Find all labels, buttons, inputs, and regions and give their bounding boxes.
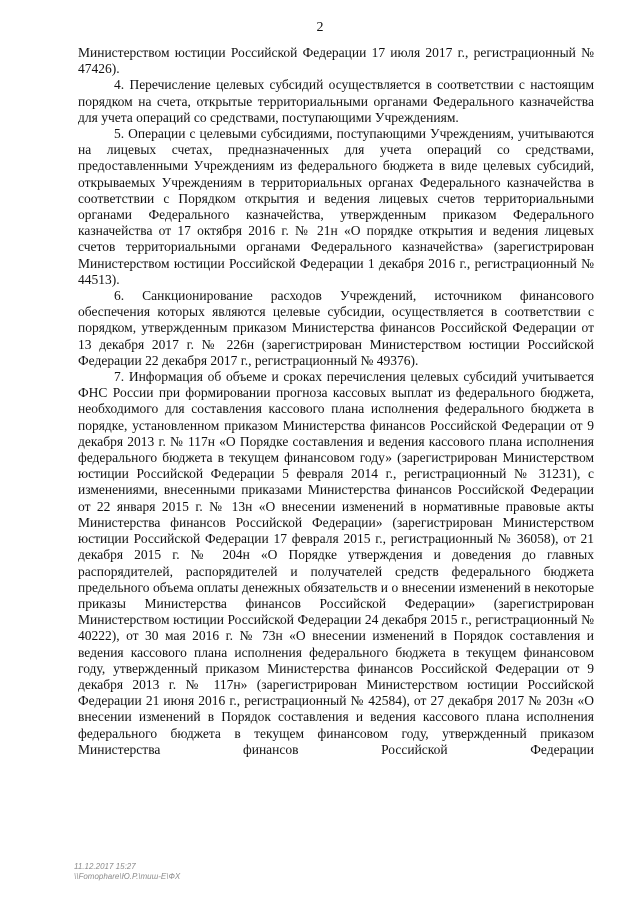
- paragraph-item-4: 4. Перечисление целевых субсидий осуществляется в соответствии с настоящим порядком на счета, открытые территориальными органами Федерального казначейства для учета операций со средствами, поступающими Учреждениям.: [78, 77, 594, 125]
- paragraph-item-5: 5. Операции с целевыми субсидиями, поступающими Учреждениям, учитываются на лицевых счетах, предназначенных для учета операций со средствами, предоставленными Учреждениям из федерального бюджета в виде целевых субсидий, открываемых Учреждениям в территориальных органах Федерального казначейства в соответствии с Порядком открытия и ведения лицевых счетов территориальными органами Федерального казначейства, утвержденным приказом Федерального казначейства от 17 октября 2016 г. № 21н «О порядке открытия и ведения лицевых счетов территориальными органами Федерального казначейства» (зарегистрирован Министерством юстиции Российской Федерации 1 декабря 2016 г., регистрационный № 44513).: [78, 126, 594, 287]
- document-footer: [74, 862, 180, 882]
- paragraph-continuation: Министерством юстиции Российской Федерации 17 июля 2017 г., регистрационный № 47426).: [78, 45, 594, 77]
- paragraph-item-7: 7. Информация об объеме и сроках перечисления целевых субсидий учитывается ФНС России при формировании прогноза кассовых выплат из федерального бюджета, необходимого для составления кассового плана исполнения федерального бюджета в порядке, установленном приказом Министерства финансов Российской Федерации от 9 декабря 2013 г. № 117н «О Порядке составления и ведения кассового плана исполнения федерального бюджета в текущем финансовом году» (зарегистрирован Министерством юстиции Российской Федерации 5 февраля 2014 г., регистрационный № 31231), с изменениями, внесенными приказами Министерства финансов Российской Федерации от 22 января 2015 г. № 13н «О внесении изменений в нормативные правовые акты Министерства финансов Российской Федерации» (зарегистрирован Министерством юстиции Российской Федерации 17 февраля 2015 г., регистрационный № 36058), от 21 декабря 2015 г. № 204н «О Порядке утверждения и доведения до главных распорядителей, распорядителей и получателей средств федерального бюджета предельного объема оплаты денежных обязательств и о внесении изменений в некоторые приказы Министерства финансов Российской Федерации» (зарегистрирован Министерством юстиции Российской Федерации 24 декабря 2015 г., регистрационный № 40222), от 30 мая 2016 г. № 73н «О внесении изменений в Порядок составления и ведения кассового плана исполнения федерального бюджета в текущем финансовом году, утвержденный приказом Министерства финансов Российской Федерации от 9 декабря 2013 г. № 117н» (зарегистрирован Министерством юстиции Российской Федерации 21 июня 2016 г., регистрационный № 42584), от 27 декабря 2017 № 203н «О внесении изменений в Порядок составления и ведения кассового плана исполнения федерального бюджета в текущем финансовом году, утвержденный приказом Министерства финансов Российской Федерации: [78, 369, 594, 757]
- document-body: [78, 45, 594, 758]
- footer-timestamp: 11.12.2017 15:27: [74, 862, 136, 871]
- paragraph-item-6: 6. Санкционирование расходов Учреждений, источником финансового обеспечения которых являются целевые субсидии, осуществляется в соответствии с порядком, утвержденным приказом Министерства финансов Российской Федерации от 13 декабря 2017 г. № 226н (зарегистрирован Министерством юстиции Российской Федерации 22 декабря 2017 г., регистрационный № 49376).: [78, 288, 594, 368]
- page-number: 2: [316, 20, 324, 35]
- footer-file-path: \\Fomophare\Ю.Р.\тиш-Е\ФХ: [74, 872, 181, 881]
